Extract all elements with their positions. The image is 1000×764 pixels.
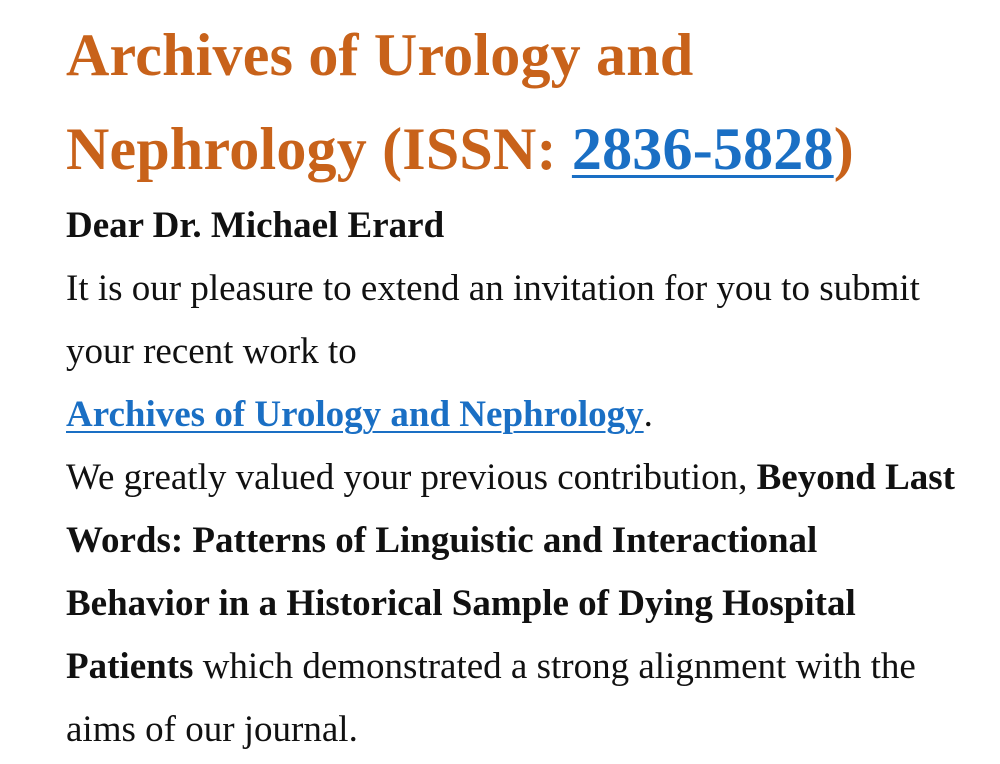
invitation-period: .: [643, 394, 653, 435]
issn-link[interactable]: 2836-5828: [571, 116, 834, 182]
journal-title-heading: [66, 8, 966, 196]
valued-text: We greatly valued your previous contribution,: [66, 457, 757, 498]
journal-link[interactable]: Archives of Urology and Nephrology: [66, 394, 644, 435]
journal-title-close: ): [833, 116, 854, 182]
invitation-text: It is our pleasure to extend an invitation for you to submit your recent work to: [66, 268, 920, 372]
greeting: Dear Dr. Michael Erard: [66, 205, 445, 246]
alignment-text: which demonstrated a strong alignment with the aims of our journal.: [66, 646, 916, 750]
journal-title-text: Archives of Urology and Nephrology (ISSN:: [66, 22, 694, 182]
contribution-paragraph: [66, 446, 966, 761]
invitation-paragraph: [66, 257, 966, 446]
paper-title: Beyond Last Words: Patterns of Linguistic and Interactional Behavior in a Historical Sample of Dying Hospital Patients: [66, 457, 955, 687]
